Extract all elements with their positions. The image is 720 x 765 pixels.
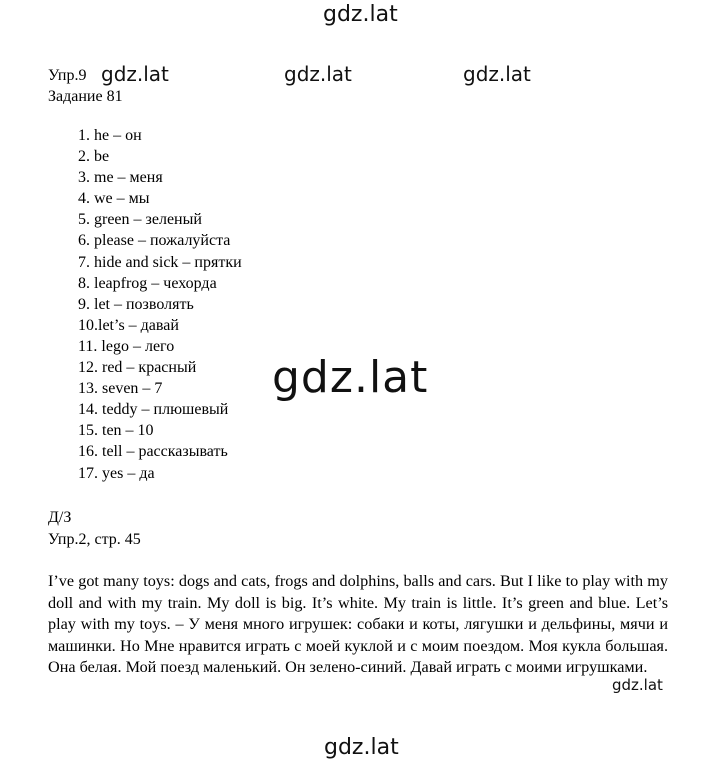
list-item: 5. green – зеленый [78, 211, 202, 229]
list-item: 17. yes – да [78, 464, 155, 482]
watermark-row-middle: gdz.lat [284, 62, 352, 86]
list-item: 15. ten – 10 [78, 422, 154, 440]
list-item: 11. lego – лего [78, 337, 175, 355]
list-item: 1. he – он [78, 127, 142, 144]
list-item: 14. teddy – плюшевый [78, 401, 229, 419]
list-item: 10.let’s – давай [78, 316, 179, 334]
vocabulary-list [78, 125, 242, 484]
list-item: 8. leapfrog – чехорда [78, 274, 217, 292]
list-item: 7. hide and sick – прятки [78, 253, 242, 271]
homework-reference: Упр.2, стр. 45 [48, 531, 141, 548]
homework-label: Д/З [48, 509, 72, 526]
story-paragraph: I’ve got many toys: dogs and cats, frogs and dolphins, balls and cars. But I like to play with my doll and with my train. My doll is big. It’s white. My train is little. It’s green and blue. Let’s play with my toys. – У меня много игрушек: собаки и коты, лягушки и дельфины, мячи и машинки. Но Мне нравится играть с моей куклой и с моим поездом. Моя кукла большая. Она белая. Мой поезд маленький. Он зелено-синий. Давай играть с моими игрушками. [48, 572, 668, 677]
watermark-row-right: gdz.lat [463, 62, 531, 86]
list-item: 3. me – меня [78, 169, 163, 187]
list-item: 12. red – красный [78, 359, 197, 377]
list-item: 2. be [78, 148, 110, 166]
watermark-bottom: gdz.lat [324, 735, 399, 760]
exercise-label: Упр.9 [48, 67, 87, 84]
watermark-small: gdz.lat [612, 676, 663, 694]
list-item: 9. let – позволять [78, 295, 194, 313]
watermark-top: gdz.lat [323, 2, 398, 27]
watermark-row-left: gdz.lat [101, 62, 169, 86]
list-item: 4. we – мы [78, 190, 150, 208]
list-item: 16. tell – рассказывать [78, 443, 228, 461]
list-item: 13. seven – 7 [78, 380, 163, 398]
task-label: Задание 81 [48, 88, 123, 105]
list-item: 6. please – пожалуйста [78, 232, 231, 250]
watermark-center: gdz.lat [272, 352, 429, 403]
